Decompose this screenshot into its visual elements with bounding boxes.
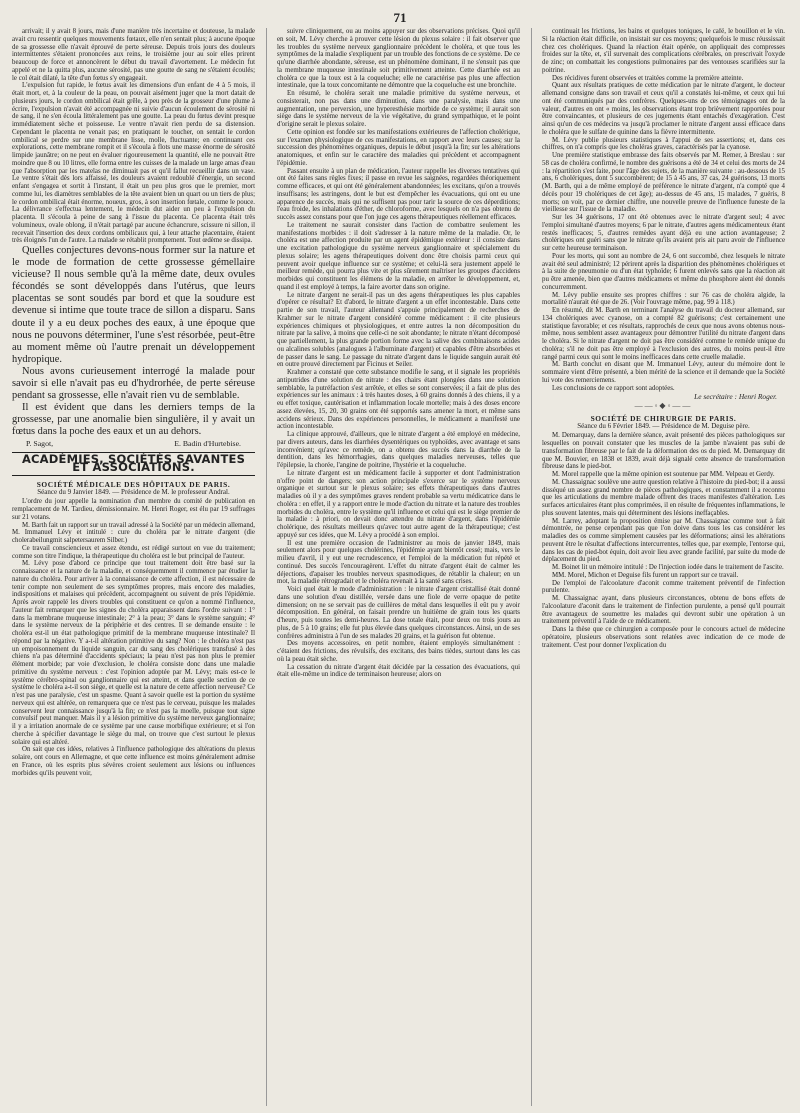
paragraph: L'expulsion fut rapide, le fœtus avait les dimensions d'un enfant de 4 à 5 mois, il était mort, et, à la couleur de la peau, on pouvait aisément juger que la mort datait de plusieurs jours, le cordon ombilical était grêle, à peu près de la grosseur d'une plume à écrire, l'expulsion n'avait été accompagnée ni suivie d'aucun écoulement de sérosité ni de sang, il ne s'en écoula littéralement pas une goutte. La peau du fœtus devint presque immédiatement sèche et poisseuse. Le ventre n'avait rien perdu de sa distension. Cependant le placenta ne venait pas; en pratiquant le toucher, on sentait le cordon ombilical se perdre sur une membrane lisse, molle, fluctuante; en continuant ces explorations, cette membrane rompit et il s'écoula à flots une masse énorme de sérosité limpide jaunâtre; on ne peut en évaluer rigoureusement la quantité, elle ne pouvait être moindre que 8 ou 10 litres, elle forma entre les cuisses de la malade un large amas d'eau que l'absorption par les matelas ne diminuait pas et qu'il fallut recueillir dans un vase. Le ventre s'était dès lors affaissé, les douleurs avaient redoublé d'énergie, un second enfant s'engagea et sortit à l'instant, il était un peu plus gros que le premier, mort comme lui, les diamètres semblables de la tête avaient bien un quart ou un tiers de plus; le cordon ombilical était énorme, noueux, gros, à son insertion fœtale, comme le pouce. La délivrance s'effectua lentement, le médecin dut aider un peu à l'expulsion du placenta. Il s'écoula à peine de sang à l'issue du placenta. Ce placenta était très volumineux, ovale oblong, il n'était partagé par aucune échancrure, scissure ni sillon, il recevait l'insertion des deux cordons ombilicaux qui, à leur attache placentaire, étaient très éloignés l'un de l'autre. La malade se rétablit promptement. Tout œdème se dissipa. bbox=[12, 82, 255, 245]
paragraph: continuait les frictions, les bains et quelques toniques, le café, le bouillon et le vin. Si la réaction était difficile, on insistait sur ces moyens; quelquefois le musc réussissait chez ces cholériques. Quand la réaction était opérée, on appliquait des compresses froides sur la tête, et, s'il survenait des complications cérébrales, on prescrivait l'oxyde de zinc; on combattait les congestions pulmonaires par des ventouses scarifiées sur la poitrine. bbox=[542, 28, 785, 74]
paragraph: M. Larrey, adoptant la proposition émise par M. Chassaignac comme tout à fait démontrée, ne pense cependant pas que l'on doive dans tous les cas considérer les maladies des os comme simplement causées par les déformations; ainsi les altérations peuvent être le résultat d'affections intercurrentes, telles que, par exemple, l'entorse qui, dans les cas de pied-bot équin, doit avoir lieu avec grande facilité, par suite du mode de déplacement du pied. bbox=[542, 517, 785, 564]
paragraph: On sait que ces idées, relatives à l'influence pathologique des altérations du plexus solaire, ont cours en Allemagne, et que cette influence est moins généralement admise en France, où les esprits plus sévères croient seulement aux lésions ou influences morbides qu'ils peuvent voir, bbox=[12, 746, 255, 777]
paragraph: Des récidives furent observées et traitées comme la première atteinte. bbox=[552, 74, 744, 82]
paragraph: MM. Morel, Michon et Deguise fils furent un rapport sur ce travail. bbox=[552, 571, 739, 579]
paragraph: Le traitement ne saurait consister dans l'action de combattre seulement les manifestations morbides : il doit s'adresser à la nature même de la maladie. Or, le choléra est une affection produite par un agent épidémique extérieur : il consiste dans une excitation pathologique du système nerveux ganglionnaire et spécialement du plexus solaire; les agens thérapeutiques doivent donc être choisis parmi ceux qui peuvent avoir quelque influence sur ce système; et celui-là sera justement appelé le meilleur remède, qui pourra plus vite et plus sûrement maîtriser les groupes d'accidens morbides qui constituent les élémens de la maladie, en arrêter le développement, et, quand il est employé à temps, la faire avorter dans son origine. bbox=[277, 221, 520, 291]
author-badin: E. Badin d'Hurtebise. bbox=[174, 438, 241, 448]
article-signature bbox=[12, 439, 255, 448]
page-number: 71 bbox=[393, 10, 407, 25]
paragraph: La cessation du nitrate d'argent était décidée par la cessation des évacuations, qui était elle-même un indice de terminaison heureuse; alors on bbox=[277, 663, 520, 679]
large-paragraph: Nous avons curieusement interrogé la malade pour savoir si elle n'avait pas eu d'hydrorhée, de perte séreuse pendant sa grossesse, elle n'avait rien vu de semblable. bbox=[12, 365, 255, 402]
column-3 bbox=[542, 28, 785, 1108]
paragraph: Les conclusions de ce rapport sont adoptées. bbox=[552, 384, 675, 392]
meeting-line: Séance du 9 Janvier 1849. — Présidence de M. le professeur Andral. bbox=[37, 487, 230, 496]
paragraph: Des moyens accessoires, en petit nombre, étaient employés simultanément : c'étaient des frictions, des révulsifs, des excitans, des bains tièdes, surtout dans les cas où la peau était sèche. bbox=[277, 640, 520, 663]
paragraph: arrivait; il y avait 8 jours, mais d'une manière très incertaine et douteuse, la malade avait cru ressentir quelques mouvements fœtaux, elle n'en sentait plus; à aucune époque de sa grossesse elle n'avait éprouvé de perte séreuse. Depuis trois jours des douleurs intermittentes s'étaient prononcées aux reins, le troisième jour au soir elles prirent beaucoup de force et annoncèrent le début du travail d'avortement. Le médecin fut appelé et ne la quitta plus, aucune sérosité, pas une goutte de sang ne s'étaient écoulés; le col était dilaté, la tête d'un fœtus s'y engageait. bbox=[12, 28, 255, 82]
paragraph: En résumé, le choléra serait une maladie primitive du système nerveux, et consisterait, non pas dans une diminution, dans une paralysie, mais dans une augmentation, une perversion, une hyperesthésie morbide de ce système; il aurait son siège dans le système nerveux de la vie végétative, du grand sympathique, et le point d'origine serait le plexus solaire. bbox=[277, 90, 520, 128]
paragraph: Pour les morts, qui sont au nombre de 24, 6 ont succombé, chez lesquels le nitrate avait été seul administré; 12 périrent après la disparition des phénomènes cholériques et à la suite de pneumonie ou d'un état typhoïde; 6 furent enlevés sans que la réaction ait pu être amenée, bien que d'autres médicamens et même du phosphore aient été donnés concurremment. bbox=[542, 252, 785, 291]
society-heading: SOCIÉTÉ MÉDICALE DES HÔPITAUX DE PARIS. bbox=[36, 479, 231, 489]
secretary-signature: Le secrétaire : Henri Roger. bbox=[694, 392, 777, 402]
section-title: ACADÉMIES, SOCIÉTÉS SAVANTES ET ASSOCIATIONS. bbox=[12, 452, 255, 476]
paragraph: M. Morel rappelle que la même opinion est soutenue par MM. Velpeau et Gerdy. bbox=[552, 471, 775, 478]
paragraph: Le nitrate d'argent ne serait-il pas un des agens thérapeutiques les plus capables d'opérer ce résultat? Et d'abord, le nitrate d'argent a un effet incontestable. Dans cette partie de son travail, l'auteur allemand s'appuie principalement de recherches de Krahmer sur le nitrate d'argent considéré comme médicament : il cite plusieurs expériences chimiques et physiologiques, et entre autres la non décomposition du nitrate par la salive, à moins que celle-ci ne soit abondante; le nitrate n'étant décomposé que partiellement, la plus grande portion forme avec la salive des combinaisons acides ou alcalines solubles (analogues à l'albuminate d'argent) et capables d'être absorbées et de passer dans le sang. Le passage du nitrate d'argent dans le liquide sanguin aurait été en outre prouvé directement par Ficinus et Seiler. bbox=[277, 291, 520, 369]
paragraph: M. Lévy publie plusieurs statistiques à l'appui de ses assertions; et, dans ces chiffres, on n'a compris que les choléras graves, caractérisés par la cyanose. bbox=[542, 136, 785, 152]
paragraph: M. Lévy pose d'abord ce principe que tout traitement doit être basé sur la connaissance et la nature de la maladie, et conséquemment il commence par étudier la nature du choléra. Pour arriver à la connaissance de cette affection, il est nécessaire de tenir compte non seulement de ses symptômes propres, mais encore des maladies, indispositions et malaises qui précèdent, accompagnent ou suivent de près l'épidémie. Après avoir rappelé les divers troubles qui constituent ce qu'on a nommé l'influence, l'auteur fait remarquer que les signes du choléra apparaissent dans l'ordre suivant : 1° dans la membrane muqueuse intestinale; 2° à la peau; 3° dans le système sanguin; 4° dans le système nerveux de la périphérie et des centres. Il se demande ensuite : le choléra est-il un état pathologique primitif de la membrane muqueuse intestinale? Il répond par la négative. Y a-t-il altération primitive du sang? Non : le choléra n'est pas un empoisonnement du liquide sanguin, car du sang des cholériques transfusé à des chiens n'a pas déterminé d'accidents spéciaux; la peau n'est pas non plus le premier élément morbide; par voie d'exclusion, le choléra consiste donc dans une maladie primitive du système nerveux : c'est l'opinion adoptée par M. Lévy; mais est-ce le système cérébro-spinal ou ganglionnaire qui est atteint, et dans quelle section de ce système le choléra a-t-il son siège, et quelle est la nature de cette affection nerveuse? Ce n'est pas une paralysie, c'est un spasme. Quant à savoir quelle est la portion du système nerveux qui est altérée, on remarquera que ce n'est pas le cerveau, puisque les malades conservent leur connaissance jusqu'à la fin; ce n'est pas la moelle, puisque tout signe convulsif peut manquer. Mais il y a lésion primitive du système nerveux ganglionnaire; il y a irritation anormale de ce système par une cause morbifique extérieure; et si l'on cherche à spécifier davantage le siège du mal, on trouve que c'est surtout le plexus solaire qui est altéré. bbox=[12, 560, 255, 746]
column-divider bbox=[531, 28, 532, 1106]
paragraph: Sur les 34 guérisons, 17 ont été obtenues avec le nitrate d'argent seul; 4 avec l'emploi simultané d'autres moyens; 6 par le nitrate, d'autres agens médicamenteux étant restés inefficaces; 5, d'autres remèdes ayant déjà eu une action avantageuse; 2 cholériques ont guéri sans que le nitrate qu'ils avaient pris ait paru avoir de l'influence sur cette heureuse terminaison. bbox=[542, 214, 785, 252]
paragraph: M. Demarquay, dans la dernière séance, avait présenté des pièces pathologiques sur lesquelles on pouvait constater que les muscles de la jambe n'avaient pas subi de transformation fibreuse par le fait de la déformation des os du pied. M. Demarquay dit que M. Bouvier, en 1838 et 1839, avait déjà signalé cette absence de transformation fibreuse dans le pied-bot. bbox=[542, 432, 785, 471]
paragraph: Ce travail consciencieux et assez étendu, est rédigé surtout en vue du traitement; comme son titre l'indique, la thérapeutique du choléra est le but principal de l'auteur. bbox=[12, 544, 255, 560]
paragraph: M. Lévy publie ensuite ses propres chiffres : sur 76 cas de choléra algide, la mortalité n'aurait été que de 26. (Voir l'ouvrage même, pag. 99 à 118.) bbox=[542, 291, 785, 307]
large-paragraph: Quelles conjectures devons-nous former sur la nature et le mode de formation de cette grossesse gémellaire vicieuse? Il nous semble qu'à la même date, deux ovules fécondés se sont développés dans l'utérus, que leurs placentas se sont soudés par bord et que la soudure est devenue si intime que toute trace de sillon a disparu. Sans doute il y a eu deux poches des eaux, à une époque que nous ne pouvons déterminer, l'une s'est résorbée, peut-être au moment même où l'autre prenait un développement hydropique. bbox=[12, 245, 255, 365]
paragraph: L'ordre du jour appelle la nomination d'un membre du comité de publication en remplacement de M. Tardieu, démissionnaire. M. Henri Roger, est élu par 19 suffrages sur 21 votans. bbox=[12, 498, 255, 521]
society-heading: SOCIÉTÉ DE CHIRURGIE DE PARIS. bbox=[590, 413, 737, 423]
paragraph: M. Barth conclut en disant que M. Immanuel Lévy, auteur du mémoire dont le sommaire vient d'être présenté, a bien mérité de la science et il demande que la Société lui vote des remerciemens. bbox=[542, 361, 785, 384]
paragraph: Passant ensuite à un plan de médication, l'auteur rappelle les diverses tentatives qui ont été faites sans règles fixes; il passe en revue les saignées, regardées théoriquement comme efficaces, et qui ont été généralement abandonnées; les excitans, qu'on a trouvés insuffisans; les astringens, dont le but est d'empêcher les évacuations, qui ont eu une apparence de succès, mais qui ne suffisent pas pour tarir la source de ces déperditions; l'eau froide, les inhalations d'éther, de chloroforme, avec lesquels on n'a pas obtenu de succès assez constans pour que l'on juge ces agens thérapeutiques réellement efficaces. bbox=[277, 167, 520, 221]
paragraph: Il est une première occasion de l'administrer au mois de janvier 1849, mais seulement alors pour quelques cholérines, l'épidémie ayant bientôt cessé; mais, vers le milieu d'avril, il y eut une recrudescence, et l'emploi de la médication fut répété et continué. Des succès l'encouragèrent. L'effet du nitrate d'argent était de calmer les déjections, d'apaiser les troubles nerveux spasmodiques, de rétablir la chaleur; en un mot, la maladie rétrogradait et le choléra revenait à la santé sans crises. bbox=[277, 539, 520, 586]
column-2 bbox=[277, 28, 520, 1108]
ornament-divider: ——◦◆◦—— bbox=[634, 401, 693, 410]
paragraph: M. Barth fait un rapport sur un travail adressé à la Société par un médecin allemand, M. Immanuel Lévy et intitulé : cure du choléra par le nitrate d'argent (die cholerabeilungmit salpetersaurem Silber.) bbox=[12, 521, 255, 544]
paragraph: De l'emploi de l'alcoolature d'aconit comme traitement préventif de l'infection purulente. bbox=[542, 579, 785, 595]
paragraph: Quant aux résultats pratiques de cette médication par le nitrate d'argent, le docteur allemand consigne dans son travail et ceux qu'il a constatés lui-même, et ceux qui lui ont été communiqués par des confrères. Quelques-uns de ces témoignages ont de la valeur, d'autres en ont « moins, les observations étant trop brièvement rapportées pour être convaincantes, et plusieurs de ces jugements étant entachés d'exagération. C'est ainsi qu'un de ces médecins va jusqu'à proclamer le nitrate d'argent aussi efficace dans le choléra que le sulfate de quinine dans la fièvre intermittente. bbox=[542, 82, 785, 136]
paragraph: En résumé, dit M. Barth en terminant l'analyse du travail du docteur allemand, sur 134 cholériques avec cyanose, on a compté 82 guérisons; c'est certainement une statistique favorable; et ces résultats, rapprochés de ceux que nous avons obtenus nous-même, nous semblent assez avantageux pour démontrer l'utilité du nitrate d'argent dans le choléra. Si le nitrate d'argent ne doit pas être considéré comme le remède unique du choléra; s'il ne doit pas être employé à l'exclusion des autres, du moins peut-il être rangé parmi ceux qui sont le moins inefficaces dans cette cruelle maladie. bbox=[542, 307, 785, 361]
paragraph: Le nitrate d'argent est un médicament facile à supporter et dont l'administration n'offre point de dangers; son action principale s'exerce sur le système nerveux organique et surtout sur le plexus solaire; ses effets thérapeutiques dans d'autres maladies où il y a des symptômes graves rendent probable sa vertu médicatrice dans le choléra : en effet, il y a rapport entre le mode d'action du nitrate et la nature des troubles morbides du choléra, entre le système qu'il influence et celui qui est le siège premier de la maladie : à priori, on devait donc attendre du nitrate d'argent, dans l'épidémie cholérique, des résultats meilleurs qu'avec tout autre agent de la thérapeutique; c'est appuyé sur ces idées, que M. Lévy a procédé à son emploi. bbox=[277, 469, 520, 539]
paragraph: Cette opinion est fondée sur les manifestations extérieures de l'affection cholérique, sur l'examen physiologique de ces manifestations, en rapport avec leurs causes; sur la succession des phénomènes organiques, depuis le début jusqu'à la fin; sur les altérations anatomiques, et enfin sur le caractère des maladies qui précèdent et accompagnent l'épidémie. bbox=[277, 128, 520, 167]
column-divider bbox=[266, 28, 267, 1106]
paragraph: Dans la thèse que ce chirurgien a composée pour le concours actuel de médecine opératoire, plusieurs observations sont relatées avec indication de ce mode de traitement. C'est pour donner l'explication du bbox=[542, 626, 785, 649]
author-sagot: P. Sagot, bbox=[26, 438, 54, 448]
meeting-line: Séance du 6 Février 1849. — Présidence de M. Deguise père. bbox=[577, 421, 750, 430]
paragraph: M. Boinet lit un mémoire intitulé : De l'injection iodée dans le traitement de l'ascite. bbox=[552, 564, 784, 571]
paragraph: M. Chassaignac soulève une autre question relative à l'histoire du pied-bot; il a aussi disséqué un assez grand nombre de pièces pathologiques, et constamment il a reconnu que les articulations du membre malade offrent des traces manifestes d'altération. Les surfaces articulaires étant plus comprimées, il en résulte de fréquentes inflammations, le plus souvent latentes, mais qui déterminent des lésions ineffaçables. bbox=[542, 478, 785, 517]
large-paragraph: Il est évident que dans les derniers temps de la grossesse, par une anomalie bien singulière, il y avait un fœtus dans la poche des eaux et un au dehors. bbox=[12, 402, 255, 438]
paragraph: Une première statistique embrasse des faits observés par M. Remer, à Breslau : sur 58 cas de choléra confirmé, le nombre des guérisons a été de 34 et celui des morts de 24 : la répartition s'est faite, pour l'âge des sujets, de la manière suivante : au-dessous de 15 ans, 6 cholériques, dont 5 succombèrent; de 15 à 45 ans, 37 cas, 24 guérisons, 13 morts (M. Barth, qui a de même employé de préférence le nitrate d'argent, n'a compté que 4 décès pour 19 cholériques de cet âge); au-dessus de 45 ans, 15 malades, 7 guéris, 8 morts; on voit, par ce dernier chiffre, une nouvelle preuve de l'influence funeste de la vieillesse sur l'issue de la maladie. bbox=[542, 152, 785, 214]
paragraph: La clinique approuvé, d'ailleurs, que le nitrate d'argent a été employé en médecine, par divers auteurs, dans les diarrhées dysentériques ou typhoïdes, avec avantage et sans inconvénient; qu'avec ce remède, on a obtenu des succès dans la diarrhée de la dentition, dans les hémorrhagies, dans quelques maladies nerveuses, telles que l'épilepsie, la chorée, l'angine de poitrine, l'hystérie et la coqueluche. bbox=[277, 431, 520, 469]
paragraph: suivre cliniquement, ou au moins appuyer sur des observations précises. Quoi qu'il en soit, M. Lévy cherche à prouver cette lésion du plexus solaire : il fait observer que les troubles du système nerveux ganglionnaire précèdent le choléra, et que tous les symptômes de la maladie s'expliquent par un trouble des fonctions de ce système. De ce qu'une diarrhée abondante, séreuse, est un phénomène dominant, il ne s'ensuit pas que la membrane muqueuse intestinale soit primitivement atteinte. Cette diarrhée est au choléra ce que la toux est à la coqueluche; elle ne caractérise pas plus une affection intestinale, que la toux concomitante ne démontre que la coqueluche est une bronchite. bbox=[277, 28, 520, 90]
paragraph: Krahmer a constaté que cette substance modifie le sang, et il signale les propriétés antiputrides d'une solution de nitrate : des chairs étant plongées dans une solution semblable, la putréfaction s'est arrêtée, et elles se sont conservées; il a fait de plus des expériences sur les animaux : à très hautes doses, à 60 grains donnés à des chiens, il y a eu effet toxique, cautérisation et inflammation locale mortelle; mais à des doses encore assez élevées, 15, 20, 30 grains ont été supportés sans amener la mort, et même sans accidens sérieux. Dans des expériences personnelles, le médicament a manifesté une action incontestable. bbox=[277, 369, 520, 431]
column-1 bbox=[12, 28, 255, 1108]
paragraph: M. Chassaignac ayant, dans plusieurs circonstances, obtenu de bons effets de l'alcoolature d'aconit dans le traitement de l'infection purulente, a pensé qu'il pourrait être avantageux de soumettre les malades qui devront subir une opération à un traitement préventif à l'aide de ce médicament. bbox=[542, 595, 785, 626]
paragraph: Voici quel était le mode d'administration : le nitrate d'argent cristallisé était donné dans une solution d'eau distillée, versée dans une fiole de verre opaque de petite dimension; on ne se servait pas de cuillères de métal dans lesquelles il eût pu y avoir décomposition. En général, on faisait prendre un huitième de grain tous les quarts d'heure, puis toutes les demi-heures. La dose totale était, pour deux ou trois jours au plus, de 5 à 10 grains; elle fut plus élevée dans quelques circonstances. Ainsi, un de ses confrères administra à l'un de ses malades 20 grains, et la guérison fut obtenue. bbox=[277, 586, 520, 640]
